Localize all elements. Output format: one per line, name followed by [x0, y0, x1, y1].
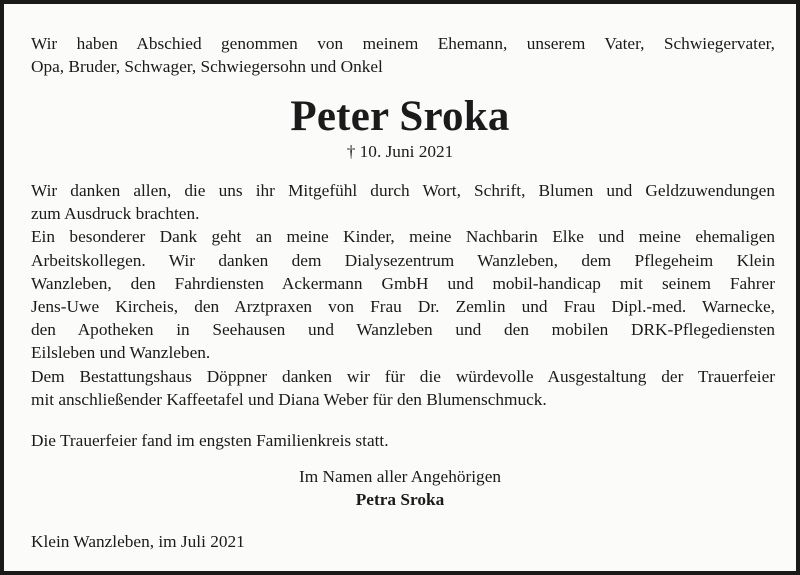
body-line: Wanzleben, den Fahrdiensten Ackermann GmbH und mobil-handicap mit seinem Fahrer: [31, 273, 775, 293]
body-line: Dem Bestattungshaus Döppner danken wir für die würdevolle Ausgestaltung der Trauerfeier: [31, 366, 775, 386]
intro-line-2: Opa, Bruder, Schwager, Schwiegersohn und Onkel: [31, 57, 383, 77]
place-date: Klein Wanzleben, im Juli 2021: [31, 532, 245, 551]
body-line: mit anschließender Kaffeetafel und Diana Weber für den Blumenschmuck.: [31, 389, 547, 409]
body-line: Ein besonderer Dank geht an meine Kinder, meine Nachbarin Elke und meine ehemaligen: [31, 227, 775, 247]
body-line: zum Ausdruck brachten.: [31, 204, 200, 224]
body-line: Eilsleben und Wanzleben.: [31, 343, 211, 363]
deceased-name: Peter Sroka: [290, 93, 510, 140]
signer-name: Petra Sroka: [355, 490, 445, 510]
signature-block: [4, 465, 796, 511]
body-line: Arbeitskollegen. Wir danken dem Dialysezentrum Wanzleben, dem Pflegeheim Klein: [31, 250, 775, 270]
signature-line: Im Namen aller Angehörigen: [298, 467, 502, 486]
closing-text: Die Trauerfeier fand im engsten Familienkreis statt.: [31, 431, 389, 450]
thanks-paragraph: [31, 179, 775, 411]
intro-text: [31, 32, 775, 78]
body-line: den Apotheken in Seehausen und Wanzleben und den mobilen DRK-Pflegediensten: [31, 320, 775, 340]
body-line: Jens-Uwe Kircheis, den Arztpraxen von Frau Dr. Zemlin und Frau Dipl.-med. Warnecke,: [31, 296, 775, 316]
death-date: † 10. Juni 2021: [346, 142, 454, 161]
body-line: Wir danken allen, die uns ihr Mitgefühl durch Wort, Schrift, Blumen und Geldzuwendungen: [31, 181, 775, 200]
intro-line-1: Wir haben Abschied genommen von meinem Ehemann, unserem Vater, Schwiegervater,: [31, 34, 775, 53]
